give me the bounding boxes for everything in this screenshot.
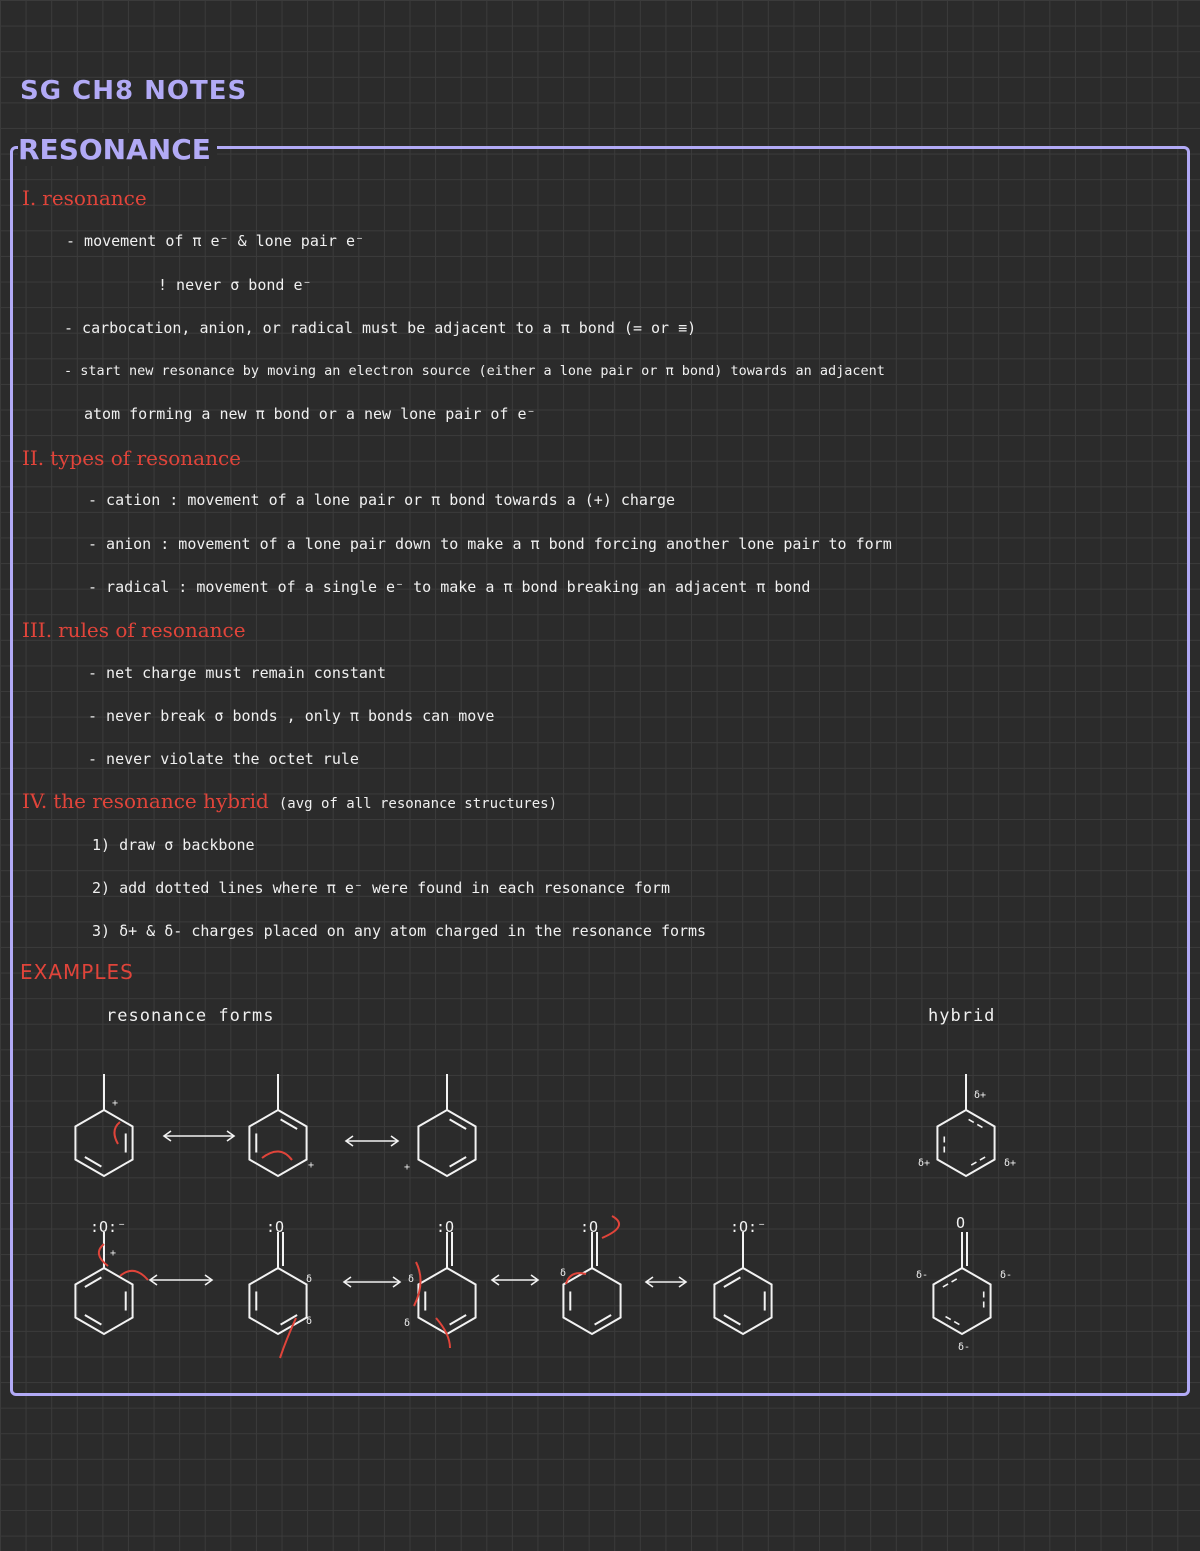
partial-pi-bond [969,1119,986,1129]
heading-types: II. types of resonance [22,446,241,470]
note-line: ! never σ bond e⁻ [158,276,312,294]
charge-label: δ+ [1004,1158,1017,1169]
charge-label: :O:⁻ [90,1218,127,1236]
note-line: - start new resonance by moving an electron source (either a lone pair or π bond) towards an adjacent [64,363,885,379]
note-line: atom forming a new π bond or a new lone pair of e⁻ [84,405,536,423]
benzene-ring [75,1268,132,1334]
note-line: - cation : movement of a lone pair or π bond towards a (+) charge [88,491,675,509]
pi-bond [85,1277,102,1287]
note-line: 1) draw σ backbone [92,836,255,854]
benzene-ring [563,1268,620,1334]
section-title: RESONANCE [18,133,217,166]
charge-label: δ [306,1316,313,1327]
partial-pi-bond [943,1315,960,1325]
pi-bond [281,1119,298,1129]
heading-hybrid: IV. the resonance hybrid (avg of all resonance structures) [22,789,558,813]
benzene-ring [249,1268,306,1334]
hybrid-label: hybrid [928,1006,996,1026]
pi-bond [450,1315,467,1325]
heading-rules: III. rules of resonance [22,618,246,642]
charge-label: + [404,1162,411,1173]
benzene-ring [937,1110,994,1176]
charge-label: + [112,1098,119,1109]
charge-label: δ [408,1274,415,1285]
note-line: - net charge must remain constant [88,664,387,682]
electron-push-arrow [114,1122,120,1144]
pi-bond [724,1315,741,1325]
charge-label: :O [266,1218,285,1236]
pi-bond [85,1315,102,1325]
note-line: - never violate the octet rule [88,750,359,768]
note-line: - movement of π e⁻ & lone pair e⁻ [66,232,365,250]
partial-pi-bond [969,1157,986,1167]
pi-bond [724,1277,741,1287]
electron-push-arrow [414,1262,421,1306]
note-line: - anion : movement of a lone pair down to make a π bond forcing another lone pair to form [88,535,892,553]
hybrid-aside: (avg of all resonance structures) [278,796,558,812]
charge-label: δ [404,1318,411,1329]
charge-label: δ [306,1274,313,1285]
charge-label: δ- [916,1270,929,1281]
resonance-forms-label: resonance forms [106,1006,275,1026]
charge-label: + [308,1160,315,1171]
heading-examples: EXAMPLES [20,960,134,984]
heading-resonance: I. resonance [22,186,147,210]
charge-label: δ+ [974,1090,987,1101]
charge-label: :O [580,1218,599,1236]
charge-label: δ- [958,1342,971,1353]
charge-label: :O [436,1218,455,1236]
charge-label: + [110,1248,117,1259]
charge-label: δ+ [918,1158,931,1169]
pi-bond [450,1119,467,1129]
benzene-ring [418,1268,475,1334]
benzene-ring [418,1110,475,1176]
note-line: - carbocation, anion, or radical must be adjacent to a π bond (= or ≡) [64,319,697,337]
note-line: - never break σ bonds , only π bonds can move [88,707,495,725]
charge-label: :O:⁻ [730,1218,767,1236]
benzene-ring [714,1268,771,1334]
electron-push-arrow [602,1216,619,1238]
note-line: - radical : movement of a single e⁻ to make a π bond breaking an adjacent π bond [88,578,811,596]
partial-pi-bond [943,1277,960,1287]
benzene-ring [249,1110,306,1176]
electron-push-arrow [262,1151,292,1160]
benzene-ring [75,1110,132,1176]
charge-label: δ [560,1268,567,1279]
pi-bond [85,1157,102,1167]
pi-bond [595,1315,612,1325]
charge-label: O [956,1214,966,1232]
page-title: SG CH8 NOTES [20,76,248,106]
note-line: 3) δ+ & δ- charges placed on any atom charged in the resonance forms [92,922,707,940]
charge-label: δ- [1000,1270,1013,1281]
benzene-ring [933,1268,990,1334]
pi-bond [450,1157,467,1167]
note-line: 2) add dotted lines where π e⁻ were found in each resonance form [92,879,670,897]
